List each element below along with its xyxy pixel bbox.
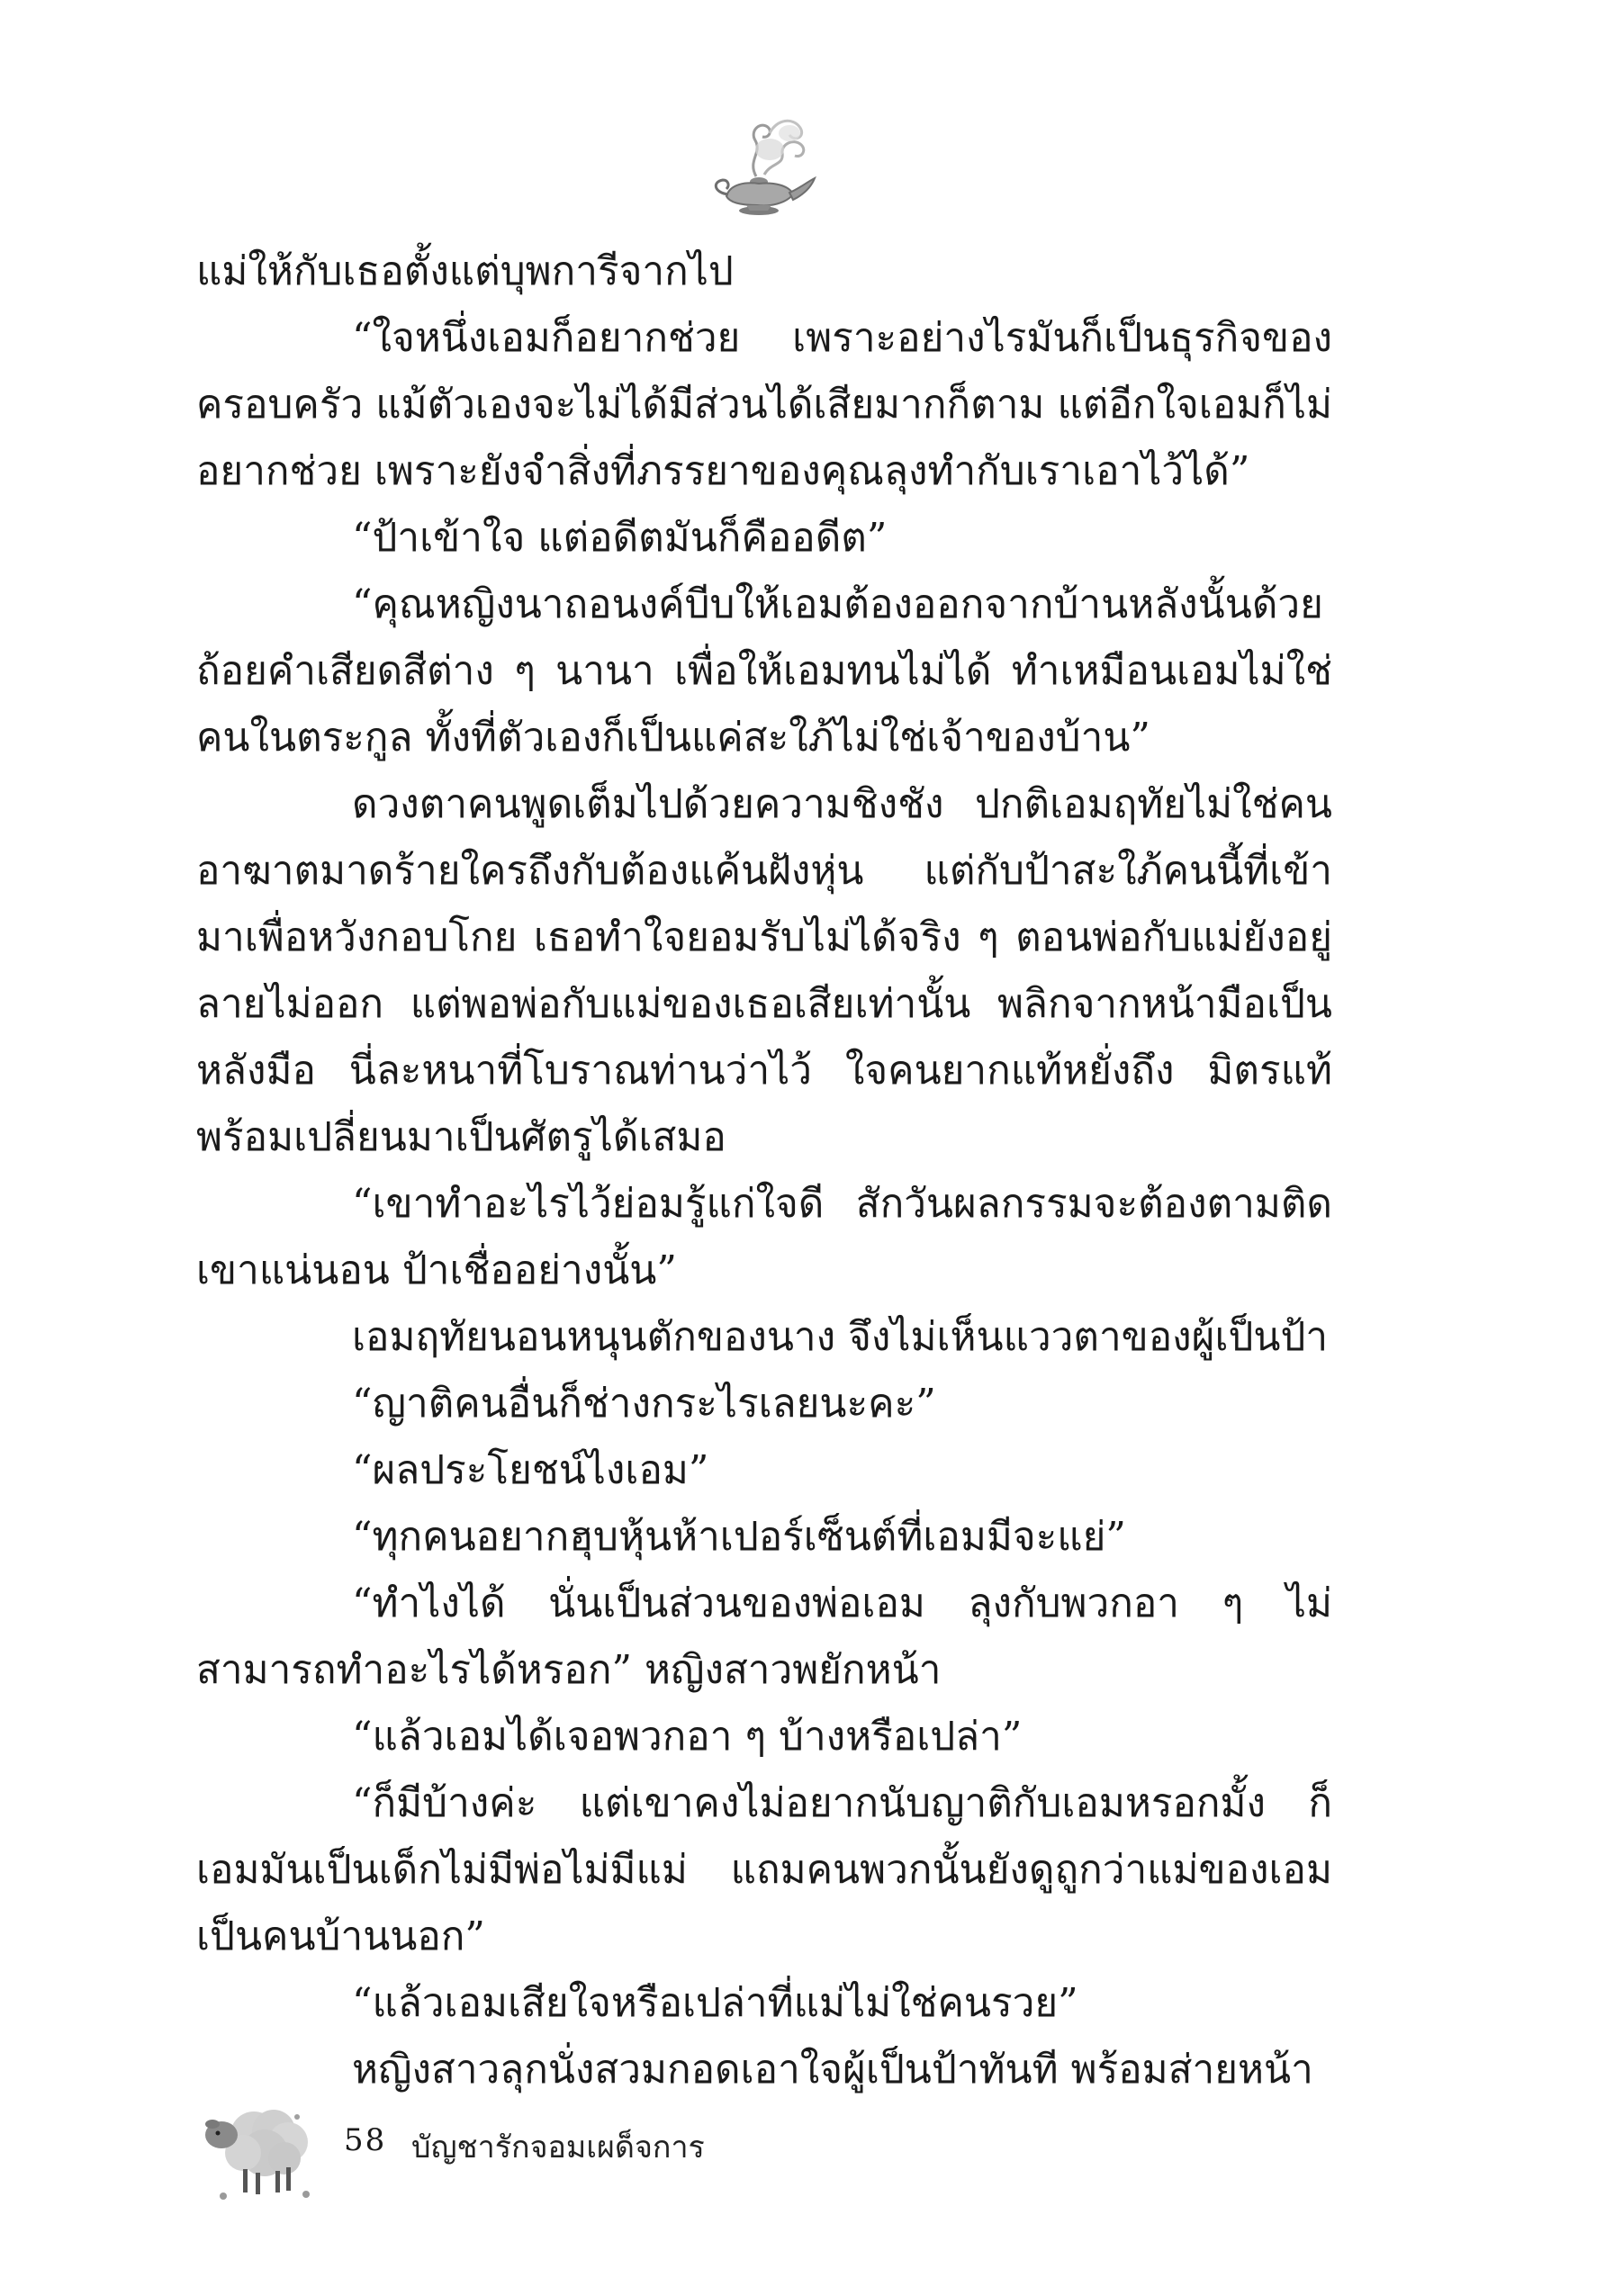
paragraph: “ทุกคนอยากฮุบหุ้นห้าเปอร์เซ็นต์ที่เอมมีจะแย่” xyxy=(352,1514,1126,1560)
paragraph: “แล้วเอมได้เจอพวกอา ๆ บ้างหรือเปล่า” xyxy=(352,1714,1023,1760)
paragraph: “แล้วเอมเสียใจหรือเปล่าที่แม่ไม่ใช่คนรวย” xyxy=(352,1980,1078,2026)
page-number: 58 xyxy=(344,2122,387,2158)
paragraph: เอมฤทัยนอนหนุนตักของนาง จึงไม่เห็นแววตาของผู้เป็นป้า xyxy=(352,1314,1329,1360)
page-footer xyxy=(191,2070,821,2214)
paragraph: หญิงสาวลุกนั่งสวมกอดเอาใจผู้เป็นป้าทันที พร้อมส่ายหน้า xyxy=(352,2047,1313,2093)
paragraph: “คุณหญิงนาถอนงค์บีบให้เอมต้องออกจากบ้านหลังนั้นด้วยถ้อยคำเสียดสีต่าง ๆ นานา เพื่อให้เอมทนไม่ได้ ทำเหมือนเอมไม่ใช่คนในตระกูล ทั้งที่ตัวเองก็เป็นแค่สะใภ้ไม่ใช่เจ้าของบ้าน” xyxy=(196,581,1332,761)
paragraph: “ป้าเข้าใจ แต่อดีตมันก็คืออดีต” xyxy=(352,515,888,561)
paragraph: “ทำไงได้ นั่นเป็นส่วนของพ่อเอม ลุงกับพวกอา ๆ ไม่สามารถทำอะไรได้หรอก” หญิงสาวพยักหน้า xyxy=(196,1580,1332,1693)
paragraph: “ญาติคนอื่นก็ช่างกระไรเลยนะคะ” xyxy=(352,1381,936,1427)
book-title: บัญชารักจอมเผด็จการ xyxy=(411,2129,705,2165)
paragraph: “ก็มีบ้างค่ะ แต่เขาคงไม่อยากนับญาติกับเอมหรอกมั้ง ก็เอมมันเป็นเด็กไม่มีพ่อไม่มีแม่ แถมคนพวกนั้นยังดูถูกว่าแม่ของเอมเป็นคนบ้านนอก” xyxy=(196,1780,1332,1959)
paragraph: แม่ให้กับเธอตั้งแต่บุพการีจากไป xyxy=(196,248,734,294)
genie-lamp-icon xyxy=(707,106,819,228)
body-text xyxy=(196,239,1332,2103)
paragraph: “เขาทำอะไรไว้ย่อมรู้แก่ใจดี สักวันผลกรรมจะต้องตามติดเขาแน่นอน ป้าเชื่ออย่างนั้น” xyxy=(196,1181,1332,1293)
paragraph: “ผลประโยชน์ไงเอม” xyxy=(352,1447,709,1493)
paragraph: ดวงตาคนพูดเต็มไปด้วยความชิงชัง ปกติเอมฤทัยไม่ใช่คนอาฆาตมาดร้ายใครถึงกับต้องแค้นฝังหุ่น แต่กับป้าสะใภ้คนนี้ที่เข้ามาเพื่อหวังกอบโกย เธอทำใจยอมรับไม่ได้จริง ๆ ตอนพ่อกับแม่ยังอยู่ลายไม่ออก แต่พอพ่อกับแม่ของเธอเสียเท่านั้น พลิกจากหน้ามือเป็นหลังมือ นี่ละหนาที่โบราณท่านว่าไว้ ใจคนยากแท้หยั่งถึง มิตรแท้พร้อมเปลี่ยนมาเป็นศัตรูได้เสมอ xyxy=(196,781,1332,1160)
paragraph: “ใจหนึ่งเอมก็อยากช่วย เพราะอย่างไรมันก็เป็นธุรกิจของครอบครัว แม้ตัวเองจะไม่ได้มีส่วนได้เสียมากก็ตาม แต่อีกใจเอมก็ไม่อยากช่วย เพราะยังจำสิ่งที่ภรรยาของคุณลุงทำกับเราเอาไว้ได้” xyxy=(196,315,1332,494)
sheep-icon xyxy=(191,2070,335,2214)
